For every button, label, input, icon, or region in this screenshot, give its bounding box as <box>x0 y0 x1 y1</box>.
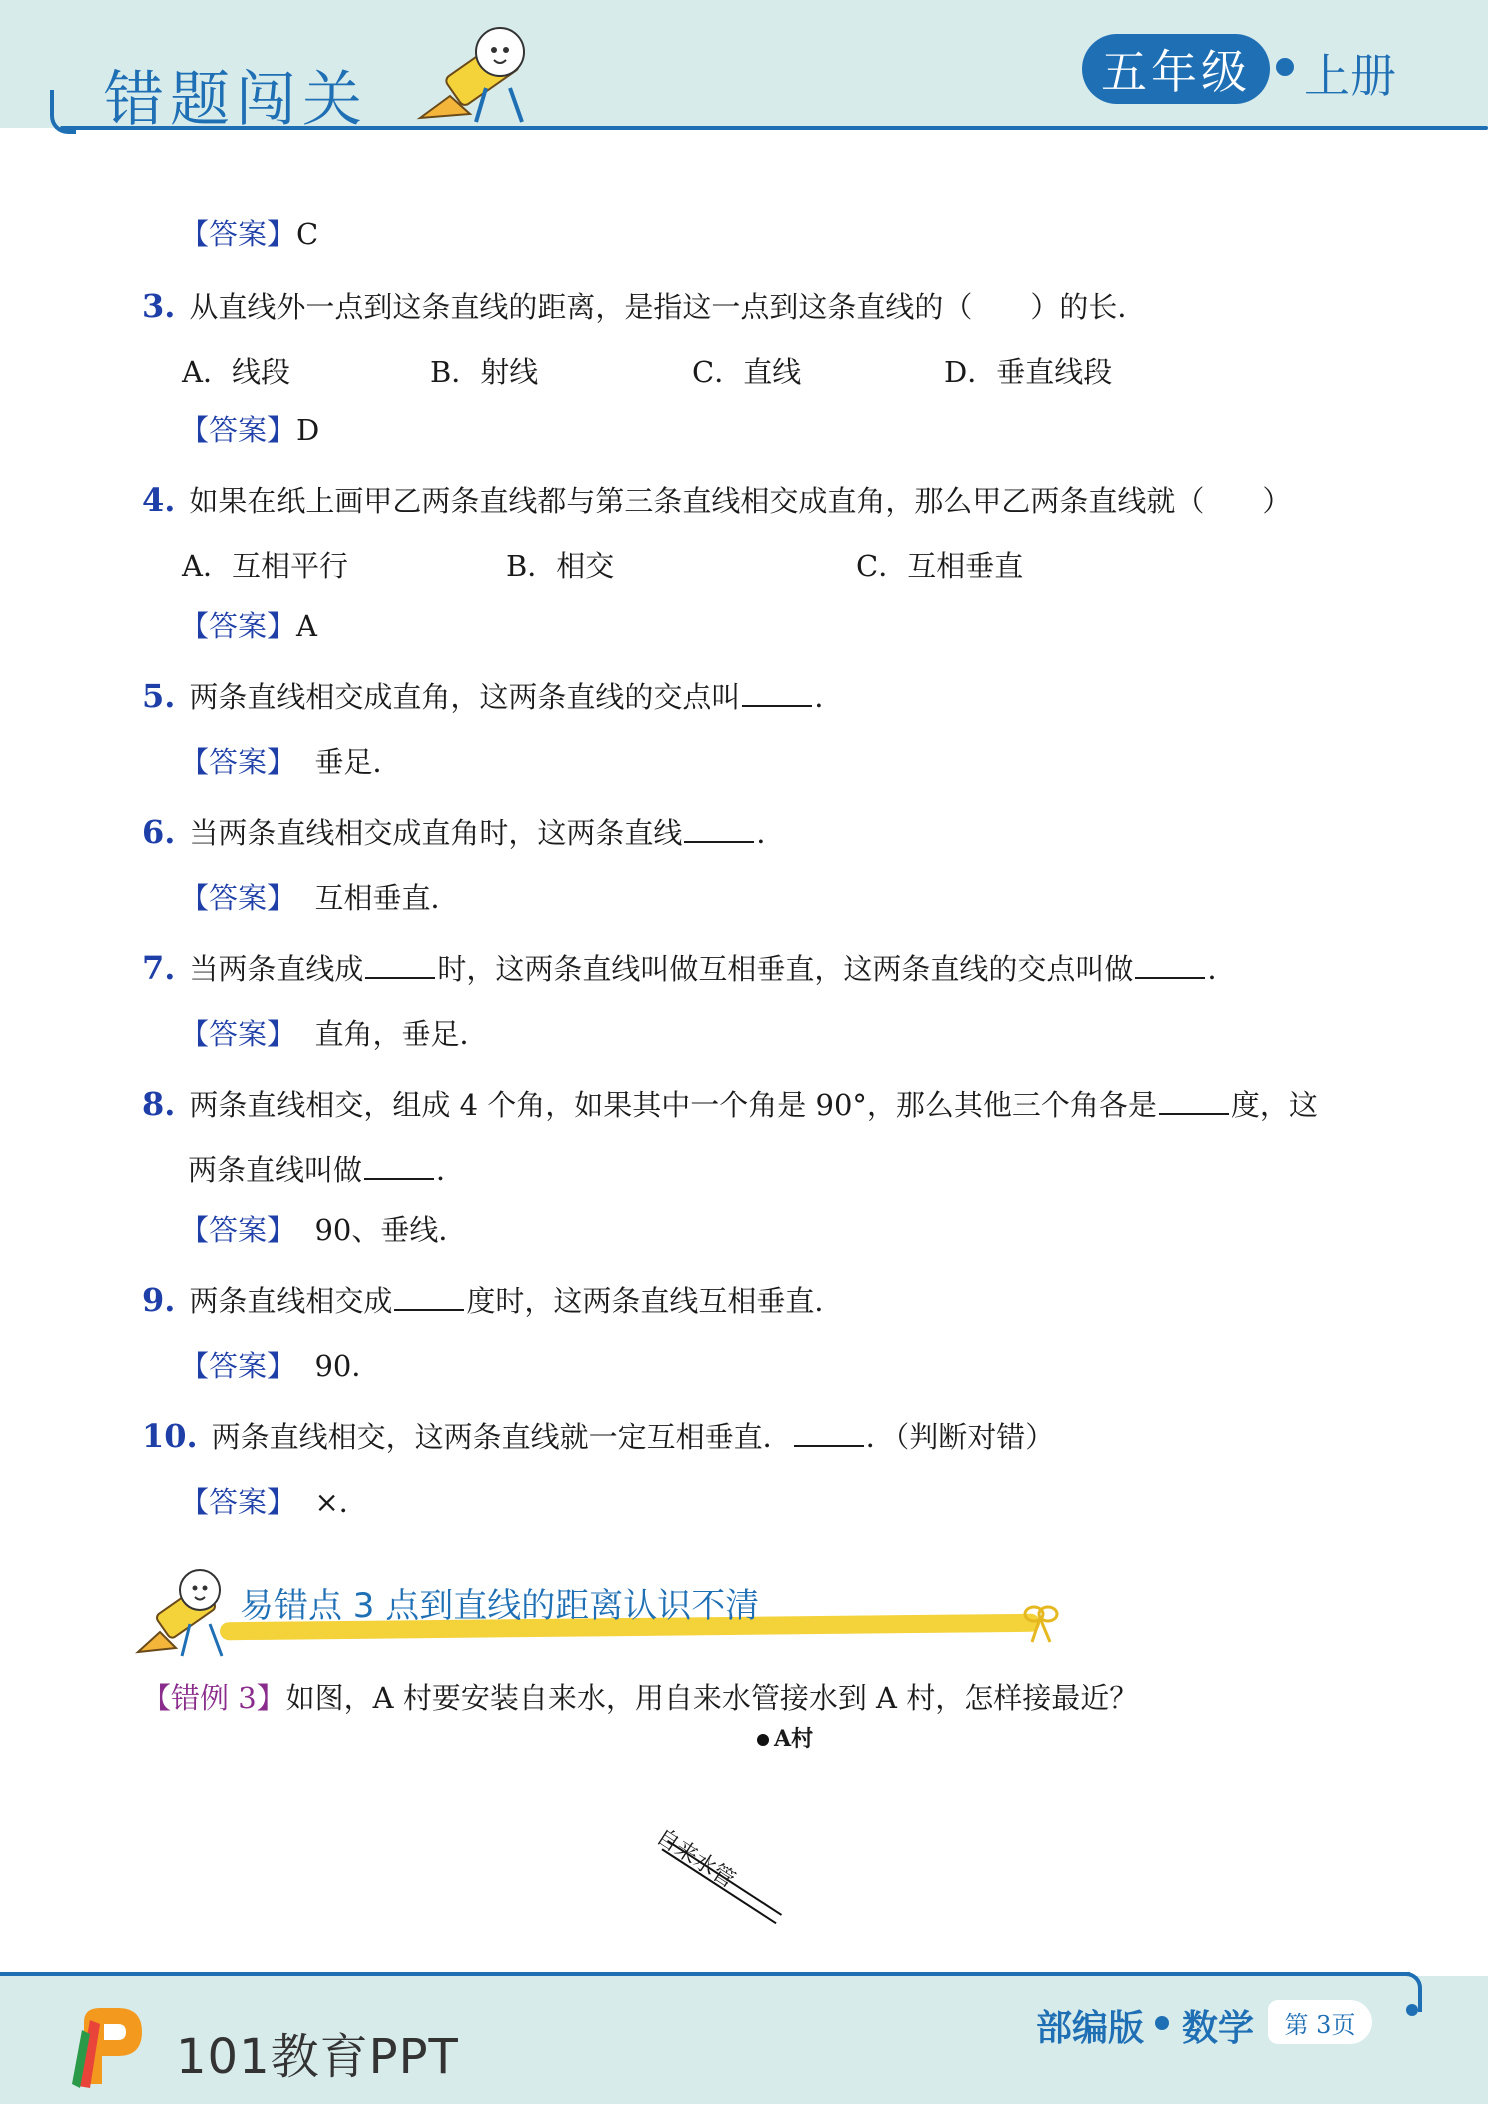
ribbon-knot-icon <box>1020 1598 1060 1648</box>
grade-dot <box>1276 58 1294 76</box>
footer-hook-dot <box>1406 2004 1418 2016</box>
answer-text: C <box>296 217 319 251</box>
example-text: 如图，A 村要安装自来水，用自来水管接水到 A 村，怎样接最近？ <box>285 1681 1139 1715</box>
village-label: A村 <box>774 1726 814 1752</box>
question-number: 3. <box>142 287 176 325</box>
fill-blank[interactable] <box>1135 951 1205 979</box>
question-text: 当两条直线相交成直角时，这两条直线 <box>189 816 683 850</box>
option-c: C．互相垂直 <box>856 549 1024 583</box>
question-text-end: ． <box>756 816 786 850</box>
answer-line <box>180 878 459 918</box>
option-d: D．垂直线段 <box>944 355 1113 389</box>
question-text: 从直线外一点到这条直线的距离，是指这一点到这条直线的（ ）的长． <box>189 290 1147 324</box>
answer-line <box>180 742 401 782</box>
answer-line <box>180 1482 368 1522</box>
fill-blank[interactable] <box>394 1283 464 1311</box>
question-text-end: 度时，这两条直线互相垂直． <box>466 1284 844 1318</box>
question-6 <box>142 812 785 853</box>
fill-blank[interactable] <box>794 1419 864 1447</box>
footer-divider <box>0 1972 1410 1976</box>
grade-badge: 五年级 <box>1082 34 1270 104</box>
question-9 <box>142 1280 843 1321</box>
question-text-end: ． <box>1207 952 1237 986</box>
answer-text: ×． <box>314 1485 368 1519</box>
question-text: 两条直线相交，这两条直线就一定互相垂直． <box>211 1420 792 1454</box>
question-8 <box>142 1084 1318 1125</box>
header-title: 错题闯关 <box>104 65 368 135</box>
answer-line <box>180 1014 488 1054</box>
answer-tag: 【答案】 <box>180 881 297 915</box>
answer-line <box>180 214 318 254</box>
question-text: 两条直线相交，组成 4 个角，如果其中一个角是 90°，那么其他三个角各是 <box>189 1088 1157 1122</box>
logo-text: 101教育PPT <box>176 2029 459 2085</box>
village-point <box>757 1734 769 1746</box>
question-number: 5. <box>142 677 176 715</box>
option-c: C．直线 <box>692 355 802 389</box>
question-text-end: ． <box>814 680 844 714</box>
question-text-mid: 时，这两条直线叫做互相垂直，这两条直线的交点叫做 <box>437 952 1134 986</box>
answer-text: D <box>296 413 320 447</box>
option-a: A．线段 <box>182 355 290 389</box>
question-10 <box>142 1416 1054 1457</box>
question-number: 6. <box>142 813 176 851</box>
answer-tag: 【答案】 <box>180 1349 297 1383</box>
question-text-end: ． <box>436 1153 466 1187</box>
pipe-label: 自来水管 <box>651 1824 740 1894</box>
question-3 <box>142 286 1146 327</box>
example-tag: 【错例 3】 <box>142 1681 286 1715</box>
fill-blank[interactable] <box>742 679 812 707</box>
section-title: 易错点 3 点到直线的距离认识不清 <box>240 1586 760 1626</box>
answer-tag: 【答案】 <box>180 1017 297 1051</box>
edition-dot <box>1155 2016 1169 2030</box>
question-text-mid: 度，这 <box>1230 1088 1318 1122</box>
answer-text: 90． <box>314 1349 381 1383</box>
question-7 <box>142 948 1236 989</box>
option-b: B．射线 <box>430 355 539 389</box>
question-number: 10. <box>142 1417 198 1455</box>
option-a: A．互相平行 <box>182 549 348 583</box>
answer-text: 互相垂直． <box>314 881 460 915</box>
answer-line <box>180 1210 467 1250</box>
subject-label: 数学 <box>1182 2008 1255 2049</box>
answer-tag: 【答案】 <box>180 745 297 779</box>
question-number: 8. <box>142 1085 176 1123</box>
logo-p-icon <box>70 2000 150 2090</box>
answer-tag: 【答案】 <box>180 1485 297 1519</box>
answer-text: 直角，垂足． <box>314 1017 489 1051</box>
fill-blank[interactable] <box>365 951 435 979</box>
fill-blank[interactable] <box>1159 1087 1229 1115</box>
answer-tag: 【答案】 <box>180 1213 297 1247</box>
answer-tag: 【答案】 <box>180 217 297 251</box>
page-number: 第 3页 <box>1268 2000 1372 2044</box>
question-8-line2 <box>188 1150 465 1190</box>
question-number: 9. <box>142 1281 176 1319</box>
answer-line <box>180 606 317 646</box>
question-text-end: ．（判断对错） <box>865 1420 1055 1454</box>
question-text: 当两条直线成 <box>189 952 364 986</box>
question-number: 7. <box>142 949 176 987</box>
answer-text: 90、垂线． <box>314 1213 468 1247</box>
edition-label: 部编版 <box>1036 2008 1145 2049</box>
volume-label: 上册 <box>1304 49 1396 103</box>
answer-text: A <box>296 609 317 643</box>
error-example <box>142 1678 1138 1718</box>
pencil-mascot-icon <box>410 18 550 128</box>
question-text: 如果在纸上画甲乙两条直线都与第三条直线相交成直角，那么甲乙两条直线就（ ） <box>189 484 1292 518</box>
answer-tag: 【答案】 <box>180 609 297 643</box>
question-number: 4. <box>142 481 176 519</box>
pencil-mascot-icon <box>130 1560 240 1660</box>
question-text: 两条直线叫做 <box>188 1153 363 1187</box>
answer-line <box>180 1346 380 1386</box>
option-b: B．相交 <box>506 549 615 583</box>
fill-blank[interactable] <box>684 815 754 843</box>
fill-blank[interactable] <box>364 1152 434 1180</box>
answer-tag: 【答案】 <box>180 413 297 447</box>
question-text: 两条直线相交成直角，这两条直线的交点叫 <box>189 680 741 714</box>
question-text: 两条直线相交成 <box>189 1284 393 1318</box>
question-4 <box>142 480 1291 521</box>
question-5 <box>142 676 843 717</box>
answer-text: 垂足． <box>314 745 402 779</box>
answer-line <box>180 410 319 450</box>
